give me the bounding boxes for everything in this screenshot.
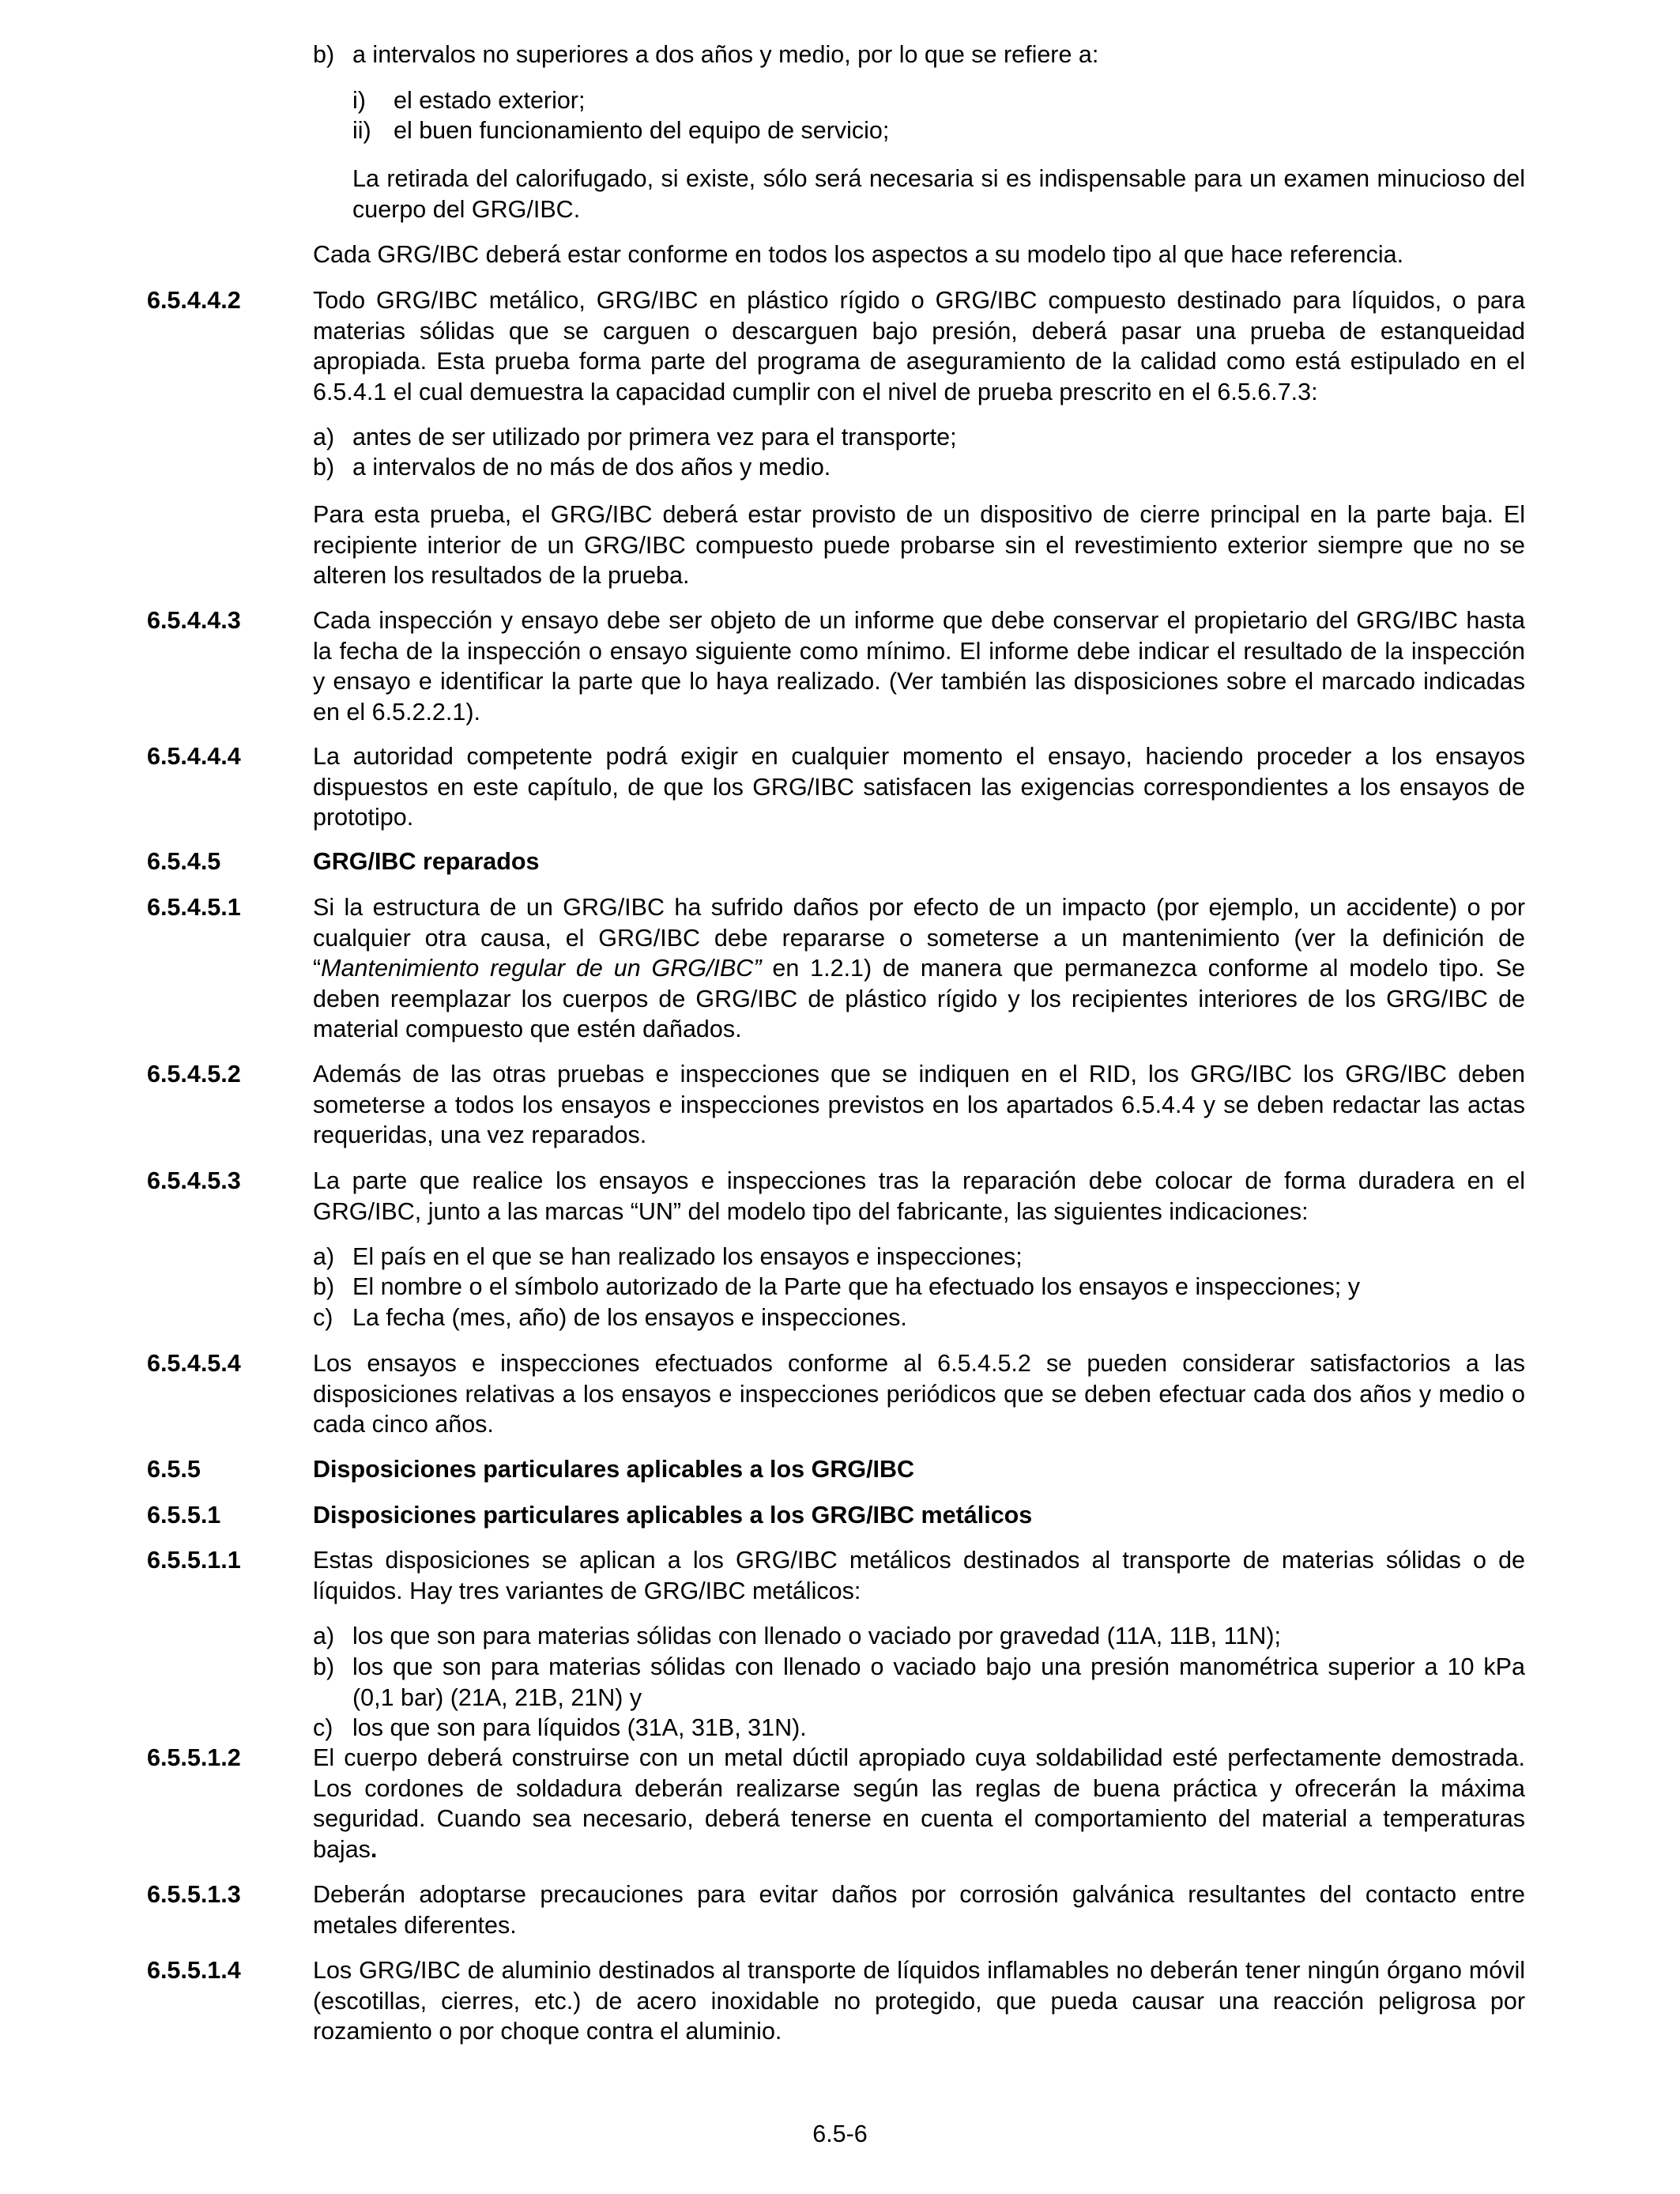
list-marker: a) xyxy=(313,424,335,450)
section-heading: Disposiciones particulares aplicables a los GRG/IBC metálicos xyxy=(313,1502,1033,1529)
list-marker: i) xyxy=(352,87,366,114)
section-number: 6.5.5.1.4 xyxy=(147,1957,241,1984)
section-number: 6.5.4.4.2 xyxy=(147,287,241,314)
list-item xyxy=(313,1302,907,1333)
paragraph: Todo GRG/IBC metálico, GRG/IBC en plástico rígido o GRG/IBC compuesto destinado para líquidos, o para materias sólidas que se carguen o descarguen bajo presión, deberá pasar una prueba de estanqueidad apropiada. Esta prueba forma parte del programa de aseguramiento de la calidad como está estipulado en el 6.5.4.1 el cual demuestra la capacidad cumplir con el nivel de prueba prescrito en el 6.5.6.7.3: xyxy=(313,287,1525,405)
section-number: 6.5.4.4.4 xyxy=(147,743,241,770)
list-text: antes de ser utilizado por primera vez para el transporte; xyxy=(352,424,957,450)
list-marker: b) xyxy=(313,454,335,481)
paragraph: Estas disposiciones se aplican a los GRG/IBC metálicos destinados al transporte de materias sólidas o de líquidos. Hay tres variantes de GRG/IBC metálicos: xyxy=(313,1547,1525,1604)
list-text: el buen funcionamiento del equipo de servicio; xyxy=(394,117,890,144)
list-text: El nombre o el símbolo autorizado de la Parte que ha efectuado los ensayos e inspecciones; y xyxy=(352,1273,1360,1300)
list-item xyxy=(313,1652,352,1683)
list-marker: a) xyxy=(313,1623,335,1649)
defined-term: Mantenimiento regular de un GRG/IBC” xyxy=(321,955,762,982)
list-marker: a) xyxy=(313,1243,335,1270)
list-text: los que son para líquidos (31A, 31B, 31N). xyxy=(352,1714,807,1741)
list-text: La fecha (mes, año) de los ensayos e inspecciones. xyxy=(352,1304,907,1331)
list-marker: b) xyxy=(313,41,335,68)
section-number: 6.5.5 xyxy=(147,1456,201,1483)
list-marker: c) xyxy=(313,1714,333,1741)
list-text: a intervalos de no más de dos años y medio. xyxy=(352,454,831,481)
paragraph-text: en 1.2.1) de manera que permanezca conforme al modelo tipo. Se deben reemplazar los cuerpos de GRG/IBC de plástico rígido y los recipientes interiores de los GRG/IBC de material compuesto que estén dañados. xyxy=(313,955,1526,1043)
list-item xyxy=(313,1272,1360,1302)
section-number: 6.5.5.1 xyxy=(147,1502,221,1529)
paragraph xyxy=(313,892,1525,1045)
bold-period: . xyxy=(370,1835,378,1863)
list-item xyxy=(313,1621,1281,1652)
list-item xyxy=(313,422,957,453)
section-number: 6.5.4.5.1 xyxy=(147,894,241,921)
list-text: El país en el que se han realizado los ensayos e inspecciones; xyxy=(352,1243,1023,1270)
section-number: 6.5.4.4.3 xyxy=(147,607,241,634)
list-text: el estado exterior; xyxy=(394,87,586,114)
paragraph: La retirada del calorifugado, si existe, sólo será necesaria si es indispensable para un examen minucioso del cuerpo del GRG/IBC. xyxy=(352,165,1525,223)
section-heading: Disposiciones particulares aplicables a los GRG/IBC xyxy=(313,1456,915,1483)
list-item xyxy=(313,40,1098,70)
paragraph: Los ensayos e inspecciones efectuados conforme al 6.5.4.5.2 se pueden considerar satisfactorios a las disposiciones relativas a los ensayos e inspecciones periódicos que se deben efectuar cada dos años y medio o cada cinco años. xyxy=(313,1350,1525,1438)
paragraph-text: Si la estructura de un GRG/IBC ha sufrido daños por efecto de un impacto (por ejemplo, un accidente) o por cualquier otra causa, el GRG/IBC debe repararse o someterse a un mantenimiento (ver la definición de “ xyxy=(313,894,1525,982)
page-number: 6.5-6 xyxy=(812,2120,868,2147)
section-number: 6.5.4.5 xyxy=(147,848,221,875)
section-number: 6.5.5.1.1 xyxy=(147,1547,241,1574)
list-item xyxy=(352,85,585,116)
list-marker: c) xyxy=(313,1304,333,1331)
list-item xyxy=(313,1242,1023,1272)
list-marker: b) xyxy=(313,1653,335,1680)
list-item xyxy=(313,1713,807,1744)
section-number: 6.5.4.5.3 xyxy=(147,1167,241,1194)
section-number: 6.5.4.5.2 xyxy=(147,1061,241,1088)
paragraph: Cada GRG/IBC deberá estar conforme en todos los aspectos a su modelo tipo al que hace referencia. xyxy=(313,241,1404,268)
list-item xyxy=(313,452,831,483)
paragraph: La autoridad competente podrá exigir en cualquier momento el ensayo, haciendo proceder a los ensayos dispuestos en este capítulo, de que los GRG/IBC satisfacen las exigencias correspondientes a los ensayos de prototipo. xyxy=(313,743,1525,831)
section-number: 6.5.4.5.4 xyxy=(147,1350,241,1377)
paragraph: Además de las otras pruebas e inspecciones que se indiquen en el RID, los GRG/IBC los GRG/IBC deben someterse a todos los ensayos e inspecciones previstos en los apartados 6.5.4.4 y se deben redactar las actas requeridas, una vez reparados. xyxy=(313,1061,1525,1149)
paragraph: Para esta prueba, el GRG/IBC deberá estar provisto de un dispositivo de cierre principal en la parte baja. El recipiente interior de un GRG/IBC compuesto puede probarse sin el revestimiento exterior siempre que no se alteren los resultados de la prueba. xyxy=(313,501,1525,590)
section-number: 6.5.5.1.2 xyxy=(147,1744,241,1771)
list-marker: b) xyxy=(313,1273,335,1300)
section-heading: GRG/IBC reparados xyxy=(313,848,540,875)
paragraph: Los GRG/IBC de aluminio destinados al transporte de líquidos inflamables no deberán tener ningún órgano móvil (escotillas, cierres, etc.) de acero inoxidable no protegido, que pueda causar una reacción peligrosa por rozamiento o por choque contra el aluminio. xyxy=(313,1957,1525,2045)
paragraph: Cada inspección y ensayo debe ser objeto de un informe que debe conservar el propietario del GRG/IBC hasta la fecha de la inspección o ensayo siguiente como mínimo. El informe debe indicar el resultado de la inspección y ensayo e identificar la parte que lo haya realizado. (Ver también las disposiciones sobre el marcado indicadas en el 6.5.2.2.1). xyxy=(313,607,1525,726)
list-marker: ii) xyxy=(352,117,371,144)
list-text: los que son para materias sólidas con llenado o vaciado bajo una presión manométrica superior a 10 kPa (0,1 bar) (21A, 21B, 21N) y xyxy=(352,1653,1525,1711)
paragraph-text: El cuerpo deberá construirse con un metal dúctil apropiado cuya soldabilidad esté perfectamente demostrada. Los cordones de soldadura deberán realizarse según las reglas de buena práctica y ofrecerán la máxima seguridad. Cuando sea necesario, deberá tenerse en cuenta el comportamiento del material a temperaturas bajas xyxy=(313,1744,1525,1863)
paragraph xyxy=(313,1743,1525,1864)
list-text: los que son para materias sólidas con llenado o vaciado por gravedad (11A, 11B, 11N); xyxy=(352,1623,1281,1649)
paragraph: La parte que realice los ensayos e inspecciones tras la reparación debe colocar de forma duradera en el GRG/IBC, junto a las marcas “UN” del modelo tipo del fabricante, las siguientes indicaciones: xyxy=(313,1167,1525,1225)
paragraph: Deberán adoptarse precauciones para evitar daños por corrosión galvánica resultantes del contacto entre metales diferentes. xyxy=(313,1881,1525,1939)
section-number: 6.5.5.1.3 xyxy=(147,1881,241,1908)
list-text: a intervalos no superiores a dos años y medio, por lo que se refiere a: xyxy=(352,41,1099,68)
list-item xyxy=(352,115,889,146)
